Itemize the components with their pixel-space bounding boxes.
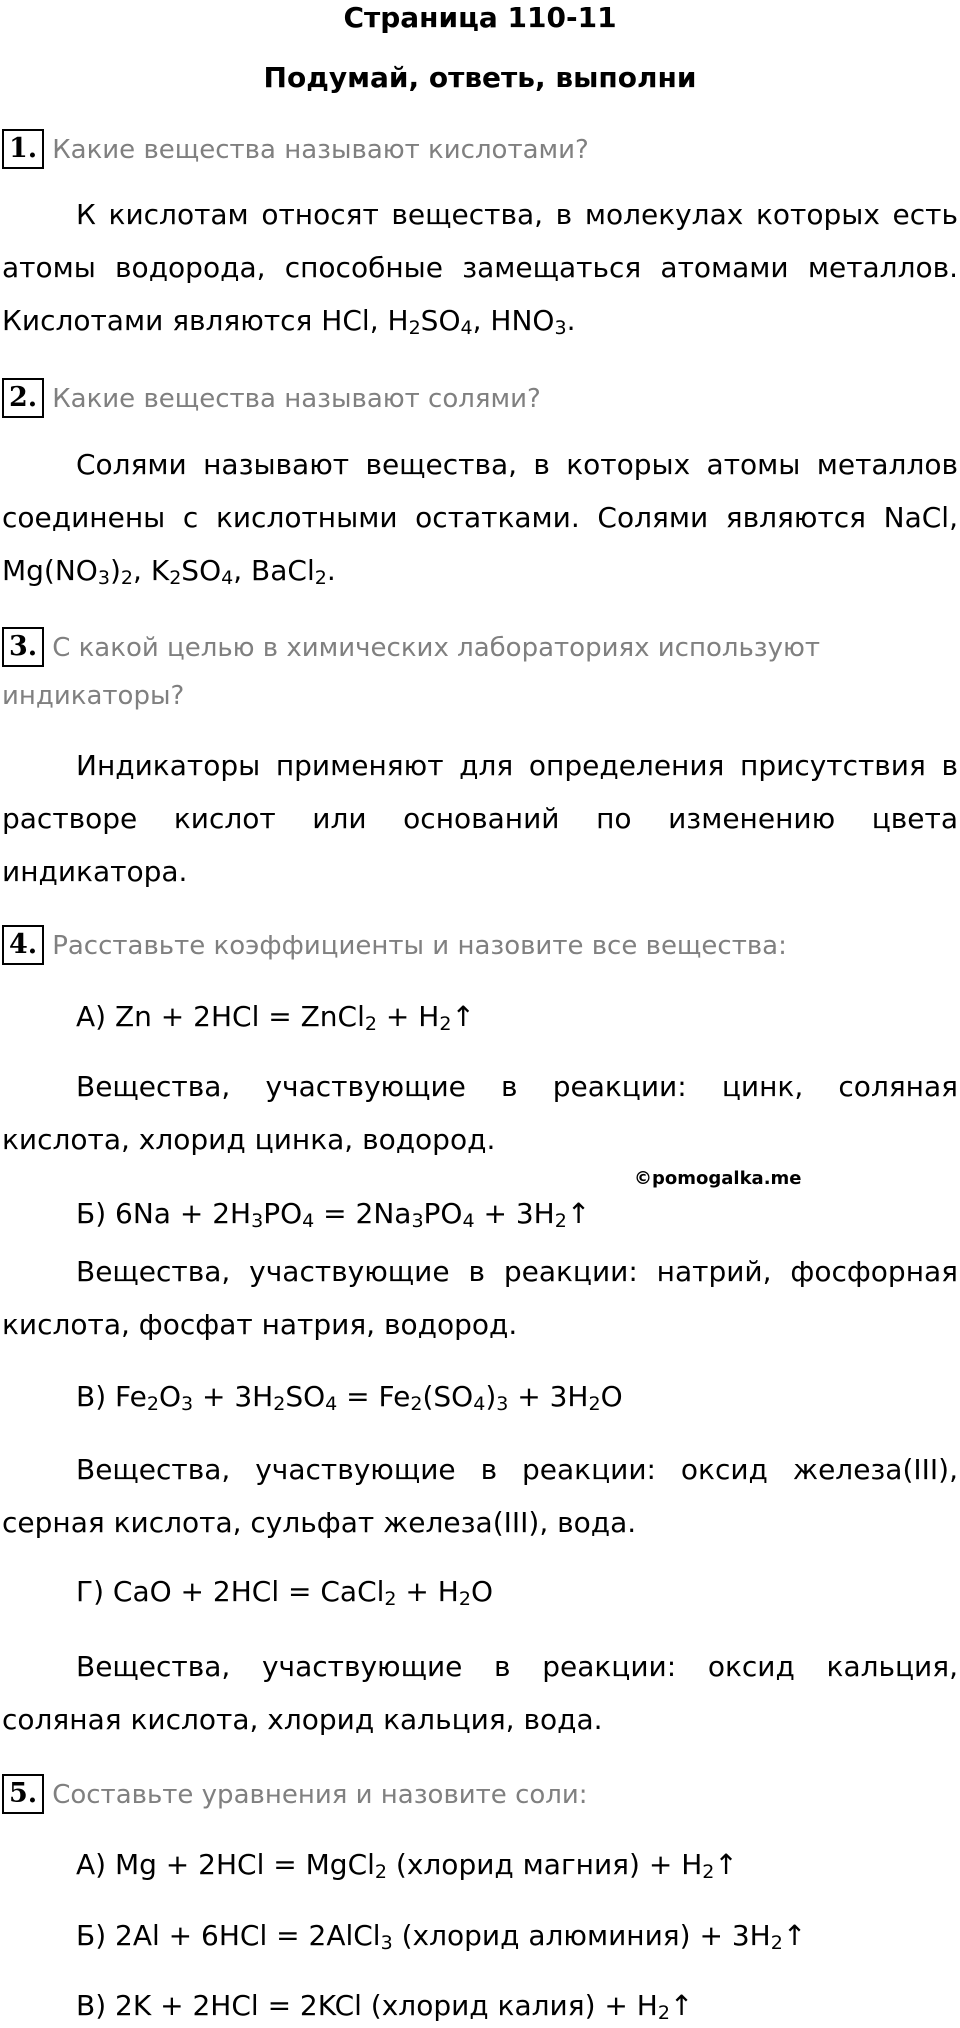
formula: $H_2SO_4$ bbox=[387, 304, 473, 340]
task-4-question bbox=[2, 922, 958, 970]
equation-a: А) Zn + 2HCl = ZnCl$_2$ + $H_2↑$ bbox=[76, 1000, 475, 1036]
task-1-question-text: Какие вещества называют кислотами? bbox=[52, 135, 589, 165]
reaction-c: В) 2K + 2HCl = 2KCl (хлорид калия) + $H_2↑$ bbox=[76, 1989, 694, 2025]
task-2-question bbox=[2, 375, 958, 423]
task-2-question-text: Какие вещества называют солями? bbox=[52, 384, 541, 414]
task-3-question bbox=[2, 624, 958, 720]
task-5-question bbox=[2, 1771, 958, 1819]
task-4-number: 4. bbox=[2, 925, 44, 965]
equation-d: Г) CaO + 2HCl = CaCl$_2$ + $H_2O$ bbox=[76, 1575, 494, 1611]
task-3-number: 3. bbox=[2, 627, 44, 667]
task-2-answer-text: Солями называют вещества, в которых атомы металлов соединены с кислотными остатками. Солями являются bbox=[2, 448, 958, 534]
task-4-question-text: Расставьте коэффициенты и назовите все вещества: bbox=[52, 931, 787, 961]
page-title: Страница 110-11 bbox=[343, 1, 617, 34]
formula: BaCl$_2$ bbox=[251, 554, 327, 590]
task-1-answer: К кислотам относят вещества, в молекулах которых есть атомы водорода, способные замещаться атомами металлов. Кислотами являются HCl, $H_2SO_4$, $HNO_3$. bbox=[2, 198, 958, 340]
task-2-number: 2. bbox=[2, 378, 44, 418]
section-title: Подумай, ответь, выполни bbox=[263, 61, 697, 94]
formula: HCl bbox=[321, 304, 370, 337]
equation-c: В) $Fe_2O_3 + 3H_2SO_4 = Fe_2(SO_4)_3 + 3H_2O$ bbox=[76, 1380, 623, 1416]
task-2-answer: Солями называют вещества, в которых атомы металлов соединены с кислотными остатками. Солями являются NaCl, $Mg(NO_3)_2$, $K_2SO_4$, BaCl$_2$. bbox=[2, 448, 958, 590]
reaction-b: Б) 2Al + 6HCl = 2AlCl$_3$ (хлорид алюминия) + $3H_2↑$ bbox=[76, 1919, 807, 1955]
equation-d-substances: Вещества, участвующие в реакции: оксид кальция, соляная кислота, хлорид кальция, вода. bbox=[2, 1650, 958, 1736]
task-1-number: 1. bbox=[2, 129, 44, 169]
equation-c-substances: Вещества, участвующие в реакции: оксид железа(III), серная кислота, сульфат железа(III), вода. bbox=[2, 1453, 958, 1539]
watermark: ©pomogalka.me bbox=[634, 1168, 802, 1189]
task-5-number: 5. bbox=[2, 1774, 44, 1814]
equation-b: Б) $6Na + 2H_3PO_4 = 2Na_3PO_4$ + $3H_2↑$ bbox=[76, 1197, 591, 1233]
task-3-question-text: С какой целью в химических лабораториях используют индикаторы? bbox=[2, 633, 821, 711]
equation-a-substances: Вещества, участвующие в реакции: цинк, соляная кислота, хлорид цинка, водород. bbox=[2, 1070, 958, 1156]
formula: $Mg(NO_3)_2$ bbox=[2, 554, 133, 590]
formula: $K_2SO_4$ bbox=[150, 554, 234, 590]
task-1-question bbox=[2, 126, 958, 174]
task-3-answer: Индикаторы применяют для определения присутствия в растворе кислот или оснований по изменению цвета индикатора. bbox=[2, 749, 958, 888]
task-5-question-text: Составьте уравнения и назовите соли: bbox=[52, 1780, 588, 1810]
formula: $HNO_3$ bbox=[490, 304, 567, 340]
reaction-a: А) Mg + 2HCl = MgCl$_2$ (хлорид магния) + $H_2↑$ bbox=[76, 1848, 738, 1884]
formula: NaCl bbox=[883, 501, 950, 534]
task-1-answer-text: К кислотам относят вещества, в молекулах которых есть атомы водорода, способные замещаться атомами металлов. Кислотами являются bbox=[2, 198, 958, 337]
equation-b-substances: Вещества, участвующие в реакции: натрий, фосфорная кислота, фосфат натрия, водород. bbox=[2, 1255, 958, 1341]
